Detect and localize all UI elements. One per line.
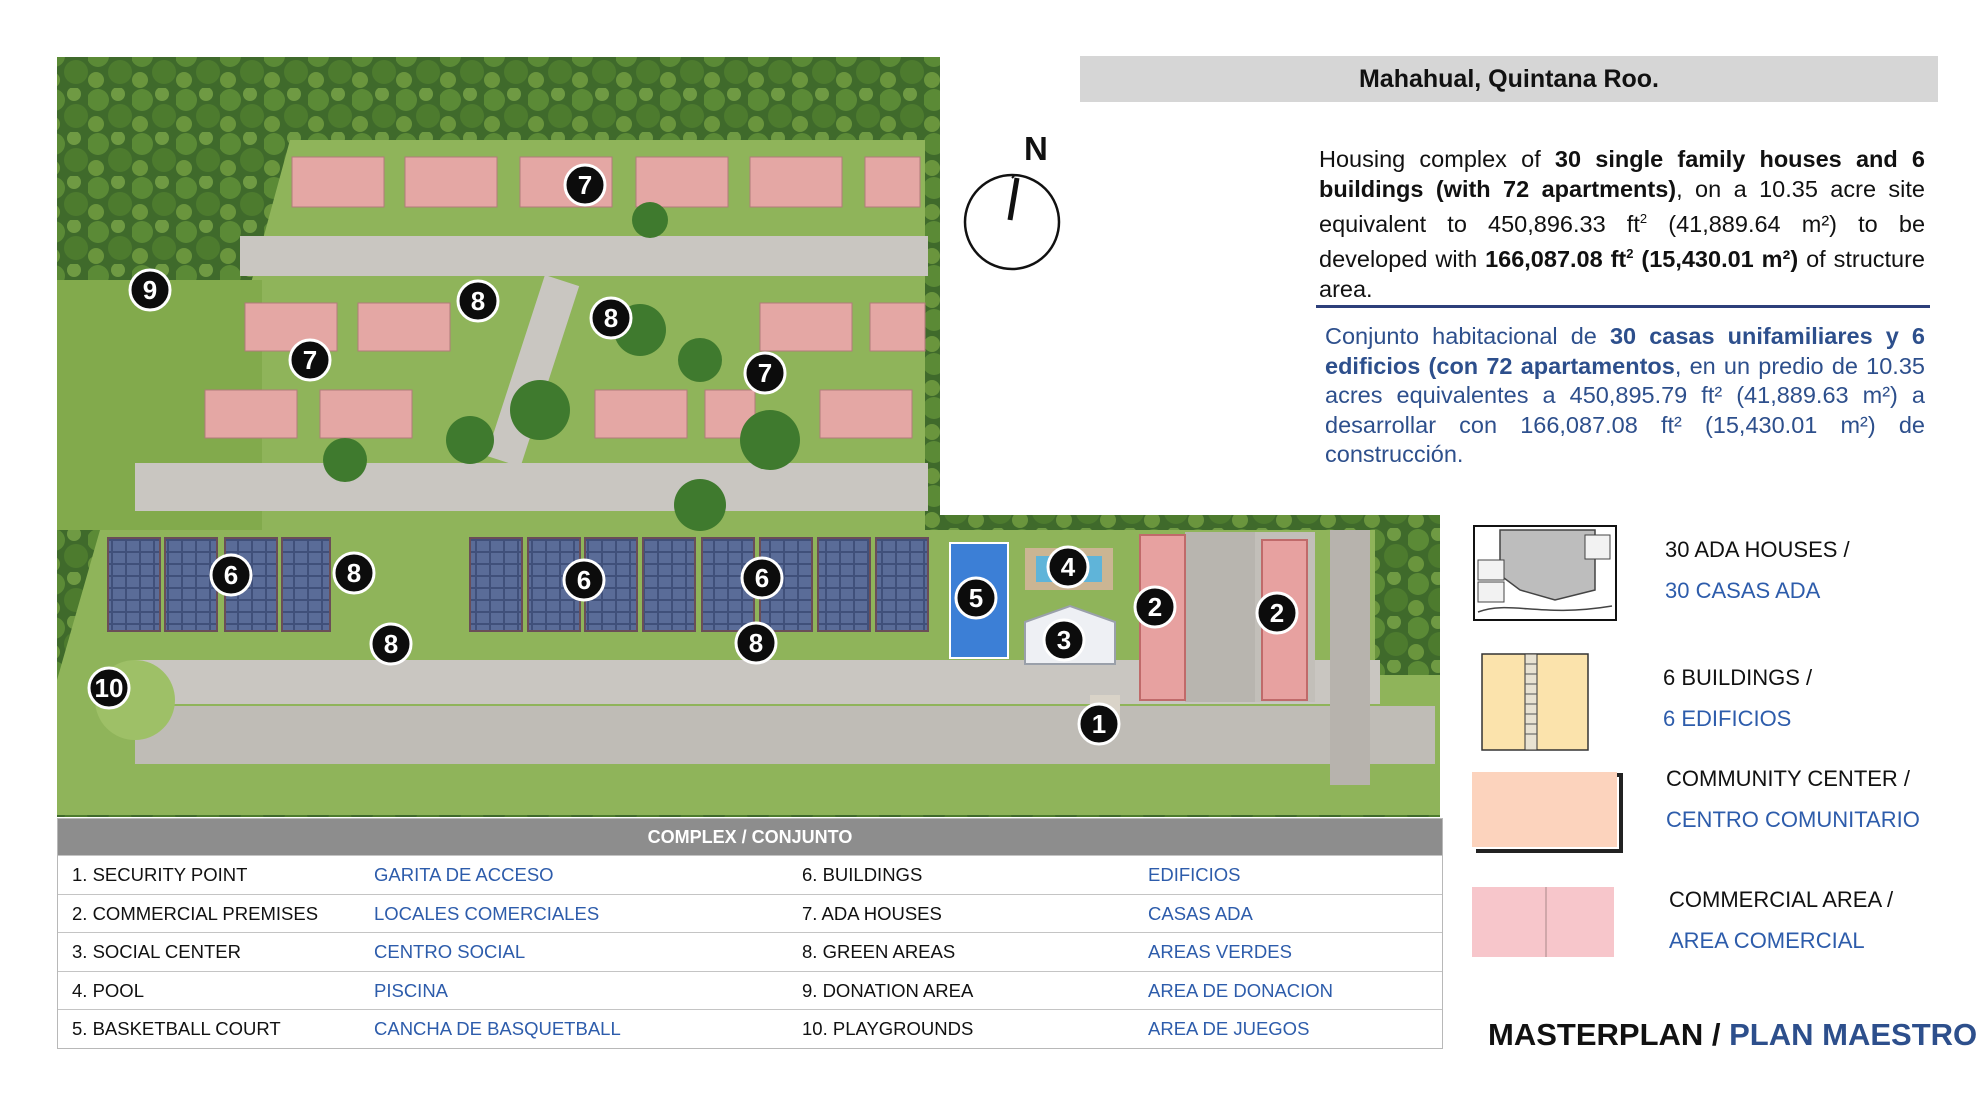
description-text: , on a 10.35 acre site equivalent to 450,896.33 ft bbox=[1319, 175, 1925, 237]
table-row bbox=[58, 894, 1442, 933]
marker-green-area-e[interactable] bbox=[736, 623, 776, 663]
marker-label: 8 bbox=[603, 303, 619, 333]
marker-buildings-c[interactable] bbox=[742, 558, 782, 598]
marker-green-area-d[interactable] bbox=[371, 624, 411, 664]
marker-label: 10 bbox=[94, 673, 124, 703]
table-cell: LOCALES COMERCIALES bbox=[374, 902, 600, 924]
description-text: (41,889.64 m²) to be developed with bbox=[1319, 210, 1926, 273]
description-text: of structure area. bbox=[1319, 246, 1926, 302]
table-cell: 9. DONATION AREA bbox=[802, 979, 974, 1001]
marker-label: 2 bbox=[1269, 598, 1285, 628]
marker-label: 5 bbox=[968, 583, 984, 613]
description-highlight: (15,430.01 m²) bbox=[1633, 246, 1799, 273]
marker-buildings-a[interactable] bbox=[211, 555, 251, 595]
compass-icon bbox=[965, 175, 1059, 269]
marker-green-area-a[interactable] bbox=[458, 281, 498, 321]
location-title: Mahahual, Quintana Roo. bbox=[1358, 65, 1659, 93]
marker-label: 7 bbox=[577, 170, 593, 200]
legend-buildings-en: 6 BUILDINGS / bbox=[1663, 665, 1813, 690]
marker-label: 7 bbox=[757, 358, 773, 388]
description-highlight: 30 single family houses and 6 buildings (with 72 apartments) bbox=[1319, 146, 1925, 202]
table-header: COMPLEX / CONJUNTO bbox=[58, 819, 1442, 855]
masterplan-title-en: MASTERPLAN / bbox=[1488, 1017, 1721, 1052]
marker-label: 3 bbox=[1056, 625, 1072, 655]
marker-commercial-premises-a[interactable] bbox=[1135, 587, 1175, 627]
marker-basketball-court[interactable] bbox=[956, 578, 996, 618]
legend-buildings-es: 6 EDIFICIOS bbox=[1663, 706, 1792, 731]
marker-social-center[interactable] bbox=[1044, 620, 1084, 660]
table-cell: CENTRO SOCIAL bbox=[374, 941, 526, 962]
parking-east bbox=[1185, 532, 1255, 702]
buildings-swatch bbox=[1482, 654, 1588, 750]
marker-label: 2 bbox=[1147, 592, 1163, 622]
superscript: 2 bbox=[1626, 246, 1634, 262]
marker-label: 7 bbox=[302, 345, 318, 375]
table-cell: 5. BASKETBALL COURT bbox=[72, 1018, 281, 1039]
table-cell: EDIFICIOS bbox=[1148, 864, 1241, 885]
marker-green-area-c[interactable] bbox=[334, 553, 374, 593]
table-cell: 2. COMMERCIAL PREMISES bbox=[72, 902, 319, 924]
table-cell: 3. SOCIAL CENTER bbox=[72, 941, 241, 962]
marker-donation-area[interactable] bbox=[130, 270, 170, 310]
marker-label: 8 bbox=[748, 628, 764, 658]
complex-table bbox=[57, 818, 1443, 1049]
legend-community-center-es: CENTRO COMUNITARIO bbox=[1666, 807, 1920, 832]
marker-label: 9 bbox=[142, 275, 158, 305]
table-cell: GARITA DE ACCESO bbox=[374, 864, 554, 885]
marker-commercial-premises-b[interactable] bbox=[1257, 593, 1297, 633]
road-middle bbox=[135, 463, 928, 511]
table-row bbox=[58, 855, 1442, 894]
description-text: , en un predio de 10.35 acres equivalentes a 450,895.79 ft² (41,889.63 m²) a desarrollar con 166,087.08 ft² (15,430.01 m²) de construcción. bbox=[1325, 352, 1925, 467]
table-row bbox=[58, 1009, 1442, 1048]
marker-label: 1 bbox=[1091, 709, 1107, 739]
table-cell: 6. BUILDINGS bbox=[802, 864, 923, 885]
marker-label: 6 bbox=[754, 563, 770, 593]
description-highlight: 30 casas unifamiliares y 6 edificios (con 72 apartamentos bbox=[1325, 323, 1925, 379]
marker-playgrounds[interactable] bbox=[89, 668, 129, 708]
commercial-area-swatch bbox=[1472, 887, 1614, 957]
marker-label: 8 bbox=[383, 629, 399, 659]
table-cell: AREAS VERDES bbox=[1148, 941, 1292, 962]
marker-label: 4 bbox=[1060, 552, 1076, 582]
compass-north-label: N bbox=[1024, 130, 1048, 167]
marker-green-area-b[interactable] bbox=[591, 298, 631, 338]
description-text: Conjunto habitacional de bbox=[1325, 323, 1610, 349]
marker-ada-houses-a[interactable] bbox=[565, 165, 605, 205]
legend-commercial-area-es: AREA COMERCIAL bbox=[1669, 928, 1865, 953]
marker-label: 6 bbox=[576, 565, 592, 595]
road-north bbox=[240, 236, 928, 276]
table-cell: 1. SECURITY POINT bbox=[72, 864, 248, 885]
table-row bbox=[58, 932, 1442, 971]
table-cell: 10. PLAYGROUNDS bbox=[802, 1018, 974, 1039]
legend-ada-houses-es: 30 CASAS ADA bbox=[1665, 578, 1821, 603]
table-cell: 4. POOL bbox=[72, 979, 144, 1001]
ada-houses-swatch bbox=[1474, 526, 1616, 620]
table-cell: 7. ADA HOUSES bbox=[802, 902, 942, 924]
community-center-swatch bbox=[1472, 772, 1621, 851]
marker-label: 6 bbox=[223, 560, 239, 590]
marker-ada-houses-b[interactable] bbox=[290, 340, 330, 380]
marker-buildings-b[interactable] bbox=[564, 560, 604, 600]
masterplan-title bbox=[1488, 1017, 1977, 1053]
table-cell: CASAS ADA bbox=[1148, 902, 1253, 924]
superscript: 2 bbox=[1639, 211, 1648, 226]
legend-commercial-area-en: COMMERCIAL AREA / bbox=[1669, 887, 1894, 912]
table-cell: AREA DE DONACION bbox=[1148, 979, 1334, 1001]
legend-ada-houses-en: 30 ADA HOUSES / bbox=[1665, 537, 1850, 562]
marker-ada-houses-c[interactable] bbox=[745, 353, 785, 393]
table-cell: CANCHA DE BASQUETBALL bbox=[374, 1018, 621, 1039]
marker-pool[interactable] bbox=[1048, 547, 1088, 587]
description-spanish bbox=[1325, 322, 1925, 470]
table-cell: PISCINA bbox=[374, 979, 449, 1001]
table-row bbox=[58, 971, 1442, 1010]
table-cell: AREA DE JUEGOS bbox=[1148, 1018, 1310, 1039]
masterplan-title-es: PLAN MAESTRO bbox=[1729, 1017, 1978, 1052]
road-east bbox=[1330, 530, 1370, 785]
marker-label: 8 bbox=[346, 558, 362, 588]
table-cell: 8. GREEN AREAS bbox=[802, 941, 956, 962]
description-divider bbox=[1316, 305, 1930, 308]
marker-label: 8 bbox=[470, 286, 486, 316]
road-main bbox=[135, 706, 1435, 764]
legend-community-center-en: COMMUNITY CENTER / bbox=[1666, 766, 1911, 791]
description-text: Housing complex of bbox=[1319, 146, 1555, 172]
description-english bbox=[1319, 145, 1925, 304]
description-highlight: 166,087.08 ft bbox=[1485, 246, 1627, 273]
marker-security-point[interactable] bbox=[1079, 704, 1119, 744]
